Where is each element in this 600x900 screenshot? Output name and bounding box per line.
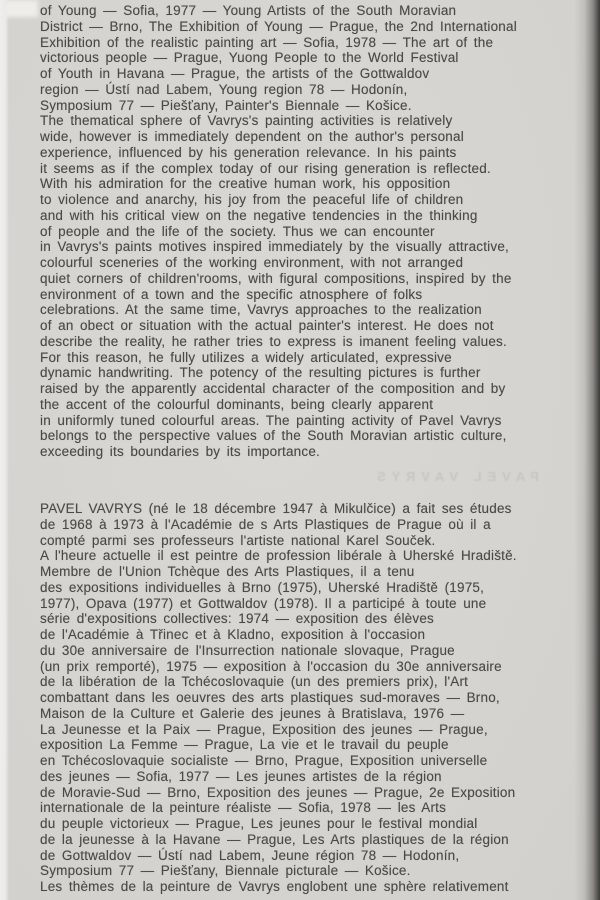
page-edge-shadow <box>574 0 600 900</box>
text-line: internationale de la peinture réaliste — Sofia, 1978 — les Arts <box>40 800 447 816</box>
text-line: and with his critical view on the negative tendencies in the thinking <box>40 207 478 223</box>
text-line: in Vavrys's paints motives inspired immediately by the visually attractive, <box>40 239 509 255</box>
text-line: of Youth in Havana — Prague, the artists of the Gottwaldov <box>40 66 430 81</box>
text-line: de la libération de la Tchécoslovaquie (un des premiers prix), l'Art <box>40 674 469 690</box>
text-line: en Tchécoslovaquie socialiste — Brno, Prague, Exposition universelle <box>40 753 488 768</box>
text-line: La Jeunesse et la Paix — Prague, Exposition des jeunes — Prague, <box>40 721 488 737</box>
text-line: experience, influenced by his generation relevance. In his paints <box>40 144 457 160</box>
text-line: de la jeunesse à la Havane — Prague, Les Arts plastiques de la région <box>40 831 509 847</box>
text-line: quiet corners of children'rooms, with figural compositions, inspired by the <box>40 270 512 286</box>
text-line: Exhibition of the realistic painting art — Sofia, 1978 — The art of the <box>40 34 494 50</box>
text-line: to violence and anarchy, his joy from the peaceful life of children <box>40 192 464 207</box>
text-line: of an obect or situation with the actual painter's interest. He does not <box>40 318 494 333</box>
text-line: de 1968 à 1973 à l'Académie de s Arts Plastiques de Prague où il a <box>40 516 491 532</box>
text-line: the accent of the colourful dominants, being clearly apparent <box>40 396 434 412</box>
text-line: combattant dans les oeuvres des arts plastiques sud-moraves — Brno, <box>40 690 500 705</box>
text-line: victorious people — Prague, Yuong People to the World Festival <box>40 50 459 66</box>
text-line: of Young — Sofia, 1977 — Young Artists of the South Moravian <box>40 3 457 18</box>
text-line: Symposium 77 — Piešťany, Biennale picturale — Košice. <box>40 863 411 879</box>
text-line: District — Brno, The Exhibition of Young — Prague, the 2nd International <box>40 18 517 34</box>
text-line: de l'Académie à Třinec et à Kladno, exposition à l'occasion <box>40 627 426 642</box>
scan-left-margin <box>0 0 9 900</box>
text-line: of people and the life of the society. Thus we can encounter <box>40 223 435 239</box>
text-line: du peuple victorieux — Prague, Les jeunes pour le festival mondial <box>40 816 478 831</box>
text-line: de Gottwaldov — Ústí nad Labem, Jeune région 78 — Hodonín, <box>40 847 460 863</box>
text-line: The thematical sphere of Vavrys's painting activities is relatively <box>40 113 453 129</box>
text-line: compté parmi ses professeurs l'artiste national Karel Souček. <box>40 532 436 548</box>
text-line: exceeding its boundaries by its importance. <box>40 444 320 459</box>
text-line: raised by the apparently accidental character of the composition and by <box>40 381 506 396</box>
text-line: (un prix remporté), 1975 — exposition à l'occasion du 30e anniversaire <box>40 658 502 674</box>
text-line: Membre de l'Union Tchèque des Arts Plastiques, il a tenu <box>40 564 415 579</box>
text-line: wide, however is immediately dependent on the author's personal <box>40 129 464 144</box>
text-line: With his admiration for the creative human work, his opposition <box>40 176 451 192</box>
text-line: colourful sceneries of the working environment, with not arranged <box>40 255 464 270</box>
text-line: des expositions individuelles à Brno (1975), Uherské Hradiště (1975, <box>40 579 485 595</box>
text-line: it seems as if the complex today of our rising generation is reflected. <box>40 160 491 176</box>
text-line: Maison de la Culture et Galerie des jeunes à Bratislava, 1976 — <box>40 705 465 721</box>
text-line: 1977), Opava (1977) et Gottwaldov (1978). Il a participé à toute une <box>40 595 487 611</box>
text-line: Les thèmes de la peinture de Vavrys englobent une sphère relativement <box>40 879 509 894</box>
text-line: Symposium 77 — Piešťany, Painter's Biennale — Košice. <box>40 97 412 113</box>
text-line: série d'expositions collectives: 1974 — exposition des élèves <box>40 611 434 627</box>
text-line: A l'heure actuelle il est peintre de profession libérale à Uherské Hradiště. <box>40 548 517 564</box>
french-bio-paragraph <box>40 501 580 895</box>
text-line: exposition La Femme — Prague, La vie et le travail du peuple <box>40 737 449 753</box>
text-line: dynamic handwriting. The potency of the resulting pictures is further <box>40 365 481 381</box>
text-line: region — Ústí nad Labem, Young region 78 — Hodonín, <box>40 81 408 97</box>
text-line: des jeunes — Sofia, 1977 — Les jeunes artistes de la région <box>40 768 442 784</box>
text-line: For this reason, he fully utilizes a widely articulated, expressive <box>40 349 452 365</box>
text-line: de Moravie-Sud — Brno, Exposition des jeunes — Prague, 2e Exposition <box>40 784 516 800</box>
text-line: in uniformly tuned colourful areas. The painting activity of Pavel Vavrys <box>40 412 502 428</box>
text-line: du 30e anniversaire de l'Insurrection nationale slovaque, Prague <box>40 642 455 658</box>
text-line: celebrations. At the same time, Vavrys approaches to the realization <box>40 302 482 318</box>
text-line: describe the reality, he rather tries to express is imanent feeling values. <box>40 333 507 349</box>
text-line: belongs to the perspective values of the South Moravian artistic culture, <box>40 428 507 444</box>
english-bio-paragraph <box>40 3 580 460</box>
showthrough-mirrored-title: PAVEL VAVRYS <box>371 469 539 484</box>
text-line: PAVEL VAVRYS (né le 18 décembre 1947 à Mikulčice) a fait ses études <box>40 501 512 516</box>
text-line: environment of a town and the specific atnosphere of folks <box>40 286 423 302</box>
